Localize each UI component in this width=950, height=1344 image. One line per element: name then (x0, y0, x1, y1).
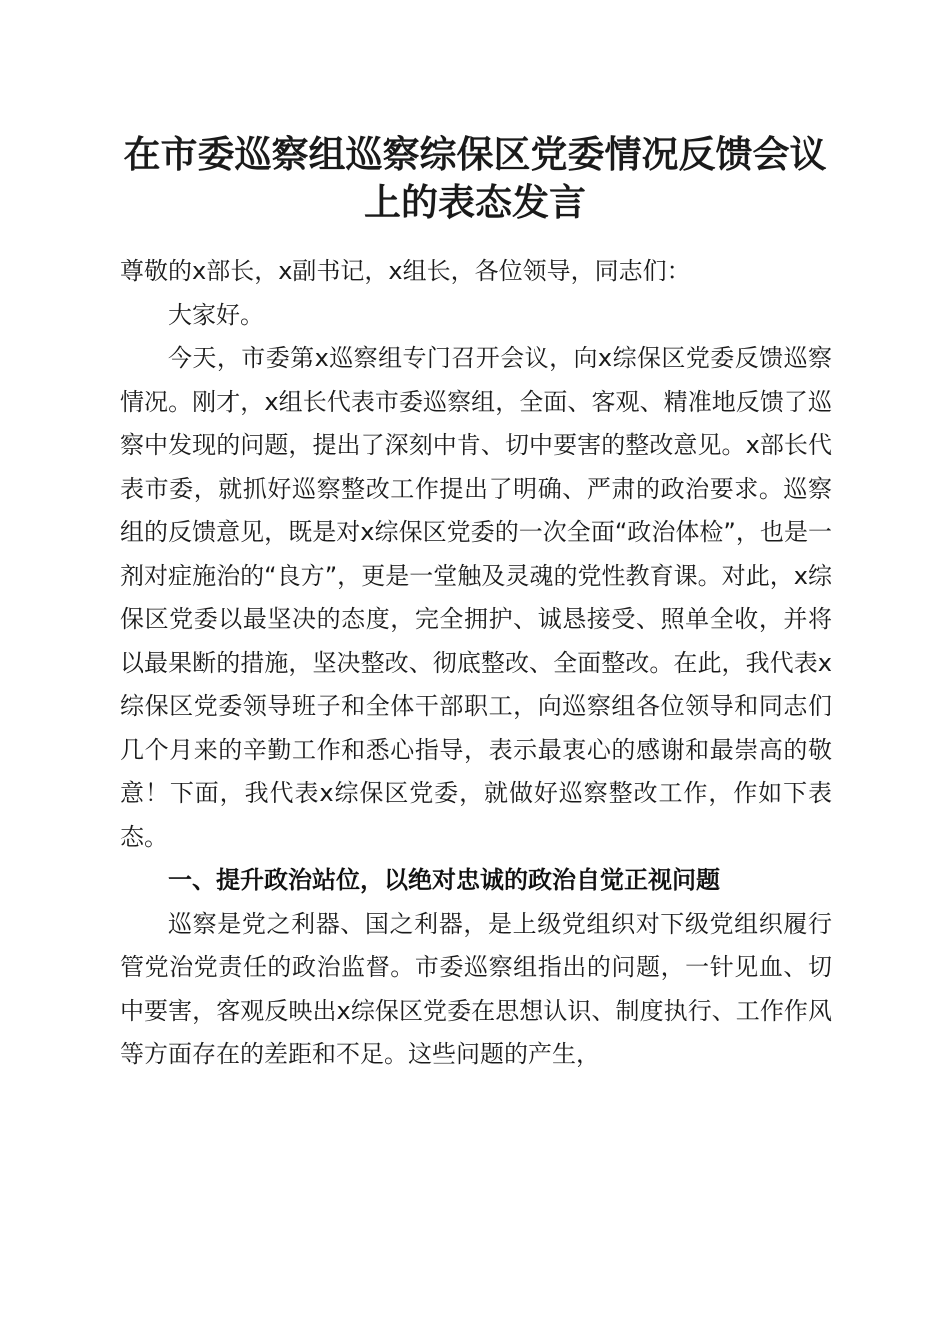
salutation: 尊敬的x部长，x副书记，x组长，各位领导，同志们： (120, 257, 691, 285)
document-title: 在市委巡察组巡察综保区党委情况反馈会议上的表态发言 (123, 132, 827, 224)
section-heading: 一、提升政治站位，以绝对忠诚的政治自觉正视问题 (168, 866, 720, 894)
greeting: 大家好。 (168, 300, 264, 329)
paragraph: 今天，市委第x巡察组专门召开会议，向x综保区党委反馈巡察情况。刚才，x组长代表市委巡察组，全面、客观、精准地反馈了巡察中发现的问题，提出了深刻中肯、切中要害的整改意见。x部长代表市委，就抓好巡察整改工作提出了明确、严肃的政治要求。巡察组的反馈意见，既是对x综保区党委的一次全面“政治体检”，也是一剂对症施治的“良方”，更是一堂触及灵魂的党性教育课。对此，x综保区党委以最坚决的态度，完全拥护、诚恳接受、照单全收，并将以最果断的措施，坚决整改、彻底整改、全面整改。在此，我代表x综保区党委领导班子和全体干部职工，向巡察组各位领导和同志们几个月来的辛勤工作和悉心指导，表示最衷心的感谢和最崇高的敬意！下面，我代表x综保区党委，就做好巡察整改工作，作如下表态。 (120, 344, 832, 851)
document-body (120, 250, 832, 1077)
paragraph: 巡察是党之利器、国之利器，是上级党组织对下级党组织履行管党治党责任的政治监督。市委巡察组指出的问题，一针见血、切中要害，客观反映出x综保区党委在思想认识、制度执行、工作作风等方面存在的差距和不足。这些问题的产生， (120, 909, 832, 1068)
